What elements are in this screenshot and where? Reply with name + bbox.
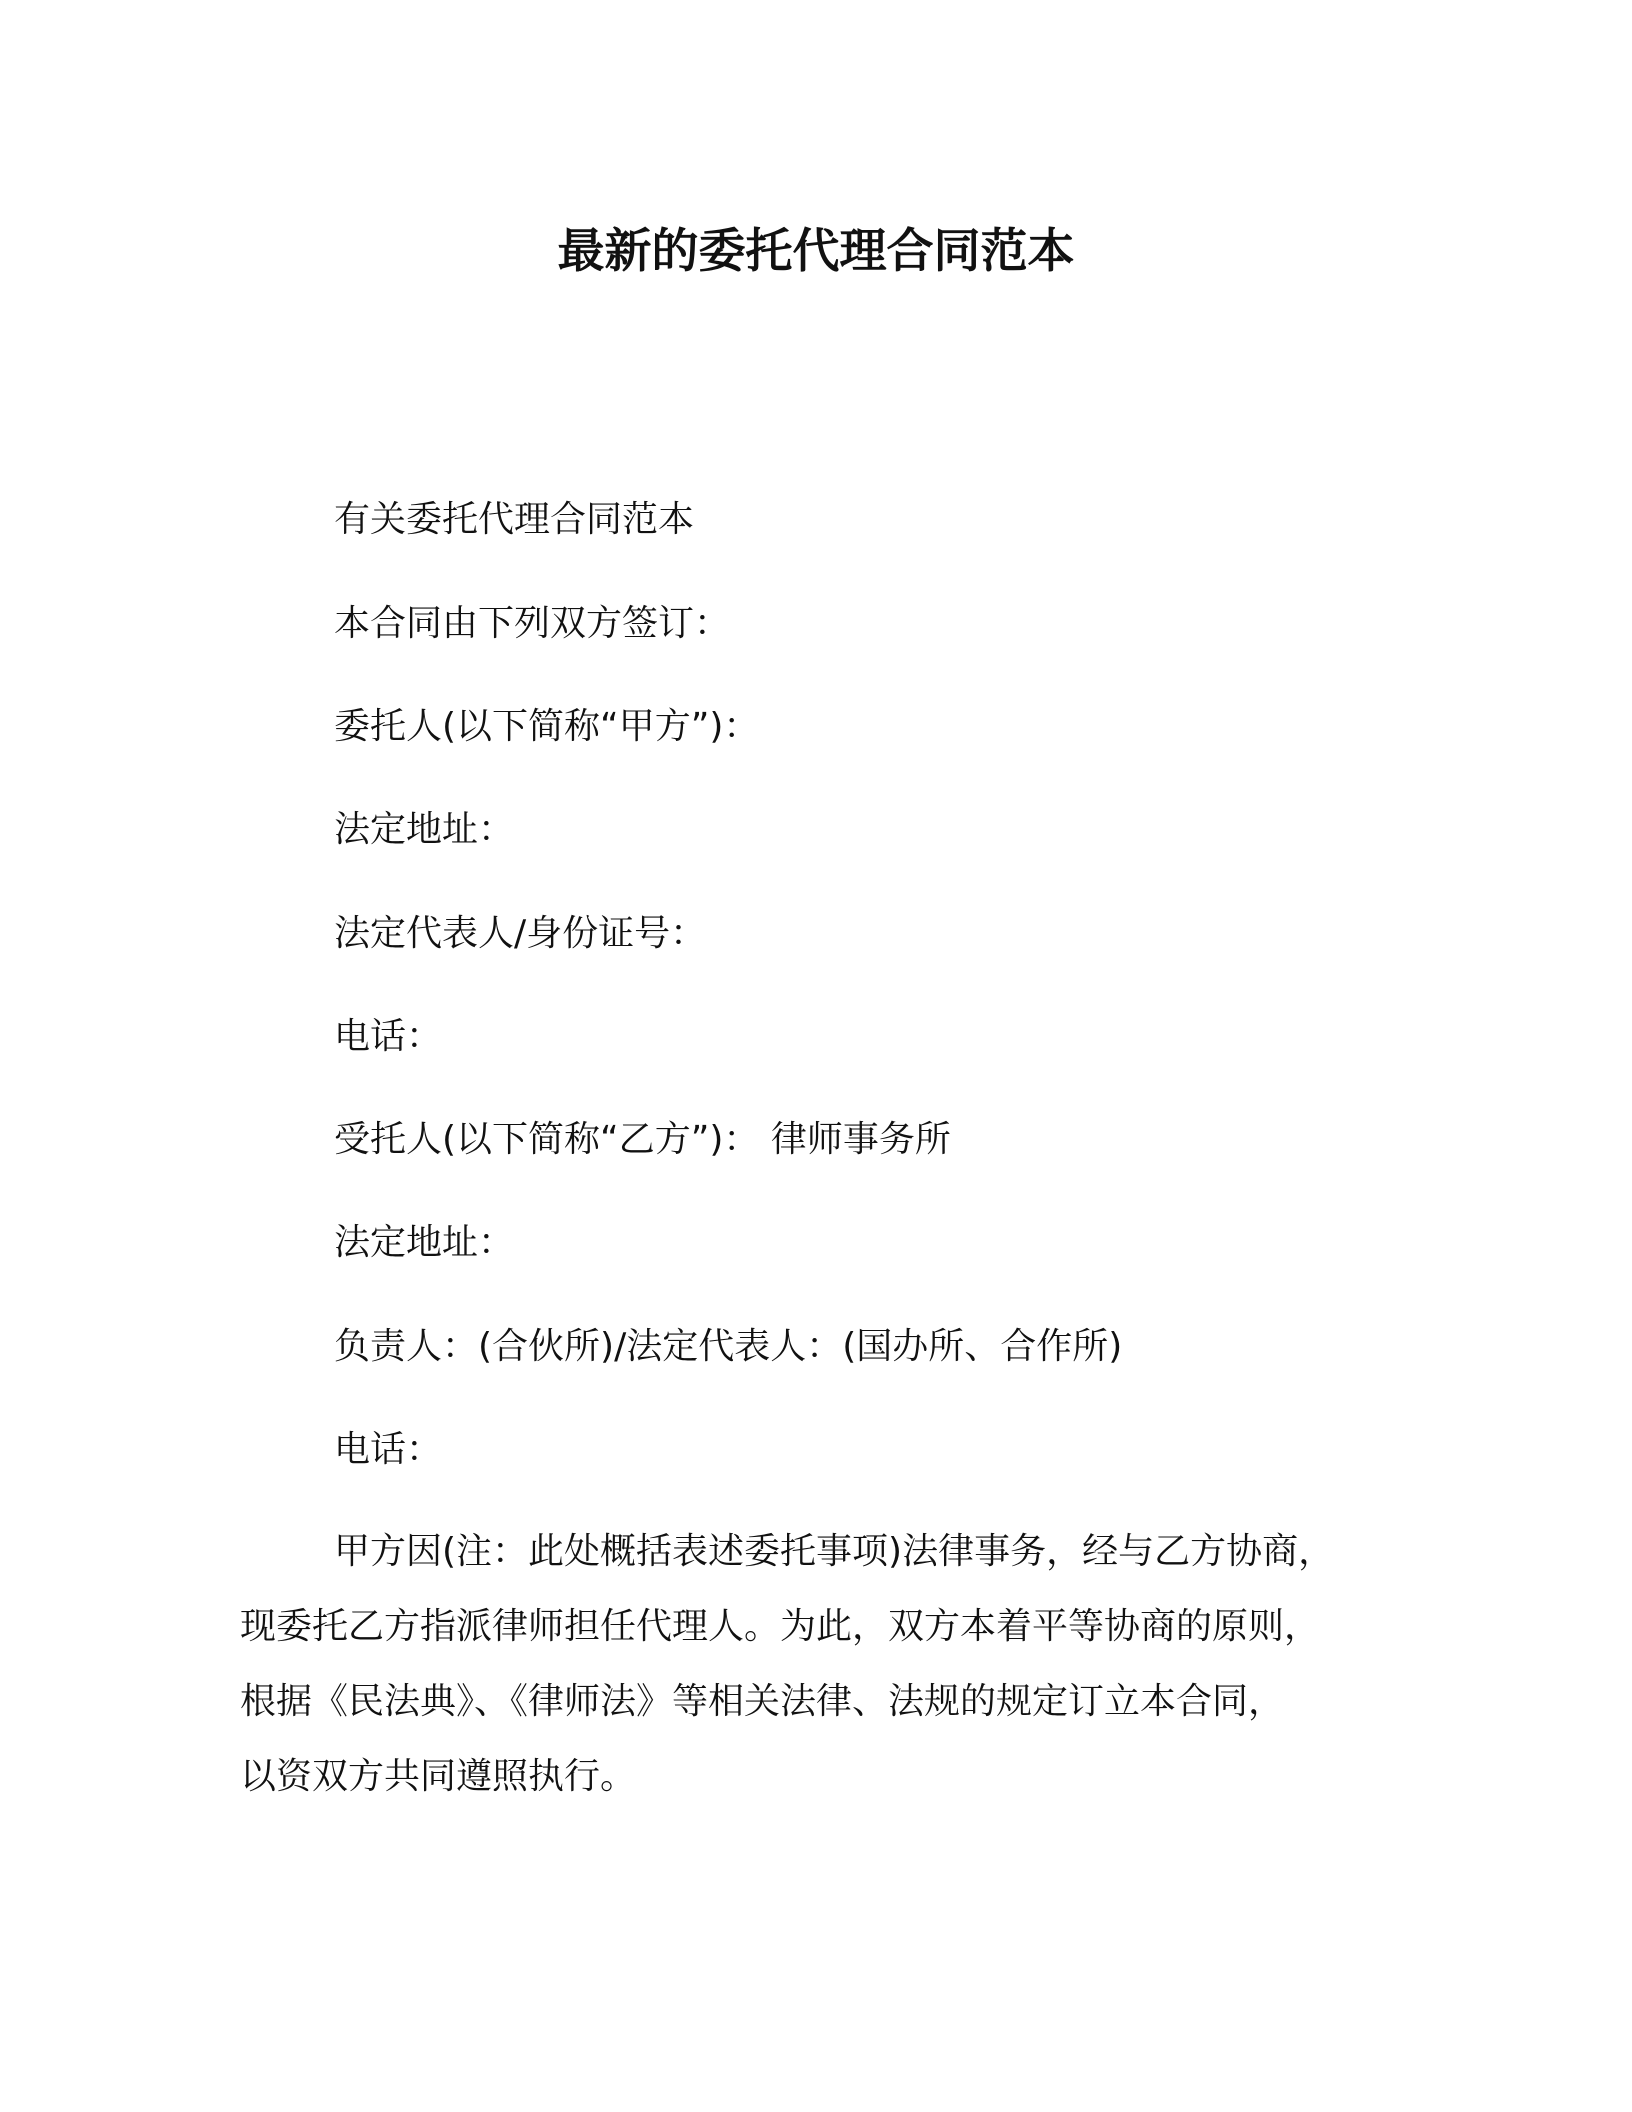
line-agent-responsible: 负责人：(合伙所)/法定代表人：(国办所、合作所) (334, 1326, 1123, 1367)
line-agent-address: 法定地址： (334, 1222, 515, 1263)
line-principal-phone: 电话： (334, 1016, 443, 1057)
line-agent: 受托人(以下简称“乙方”)： 律师事务所 (334, 1119, 951, 1160)
line-parties-intro: 本合同由下列双方签订： (334, 603, 731, 644)
document-title: 最新的委托代理合同范本 (557, 224, 1075, 279)
paragraph-line-2: 现委托乙方指派律师担任代理人。为此，双方本着平等协商的原则， (240, 1606, 1321, 1647)
paragraph-line-3: 根据《民法典》、《律师法》等相关法律、法规的规定订立本合同， (240, 1681, 1285, 1722)
line-principal-address: 法定地址： (334, 809, 515, 850)
paragraph-line-1: 甲方因(注：此处概括表述委托事项)法律事务，经与乙方协商， (334, 1531, 1335, 1572)
line-principal-representative: 法定代表人/身份证号： (334, 913, 707, 954)
line-principal: 委托人(以下简称“甲方”)： (334, 706, 760, 747)
paragraph-line-4: 以资双方共同遵照执行。 (240, 1756, 637, 1797)
line-agent-phone: 电话： (334, 1429, 443, 1470)
line-contract-template: 有关委托代理合同范本 (334, 499, 695, 540)
